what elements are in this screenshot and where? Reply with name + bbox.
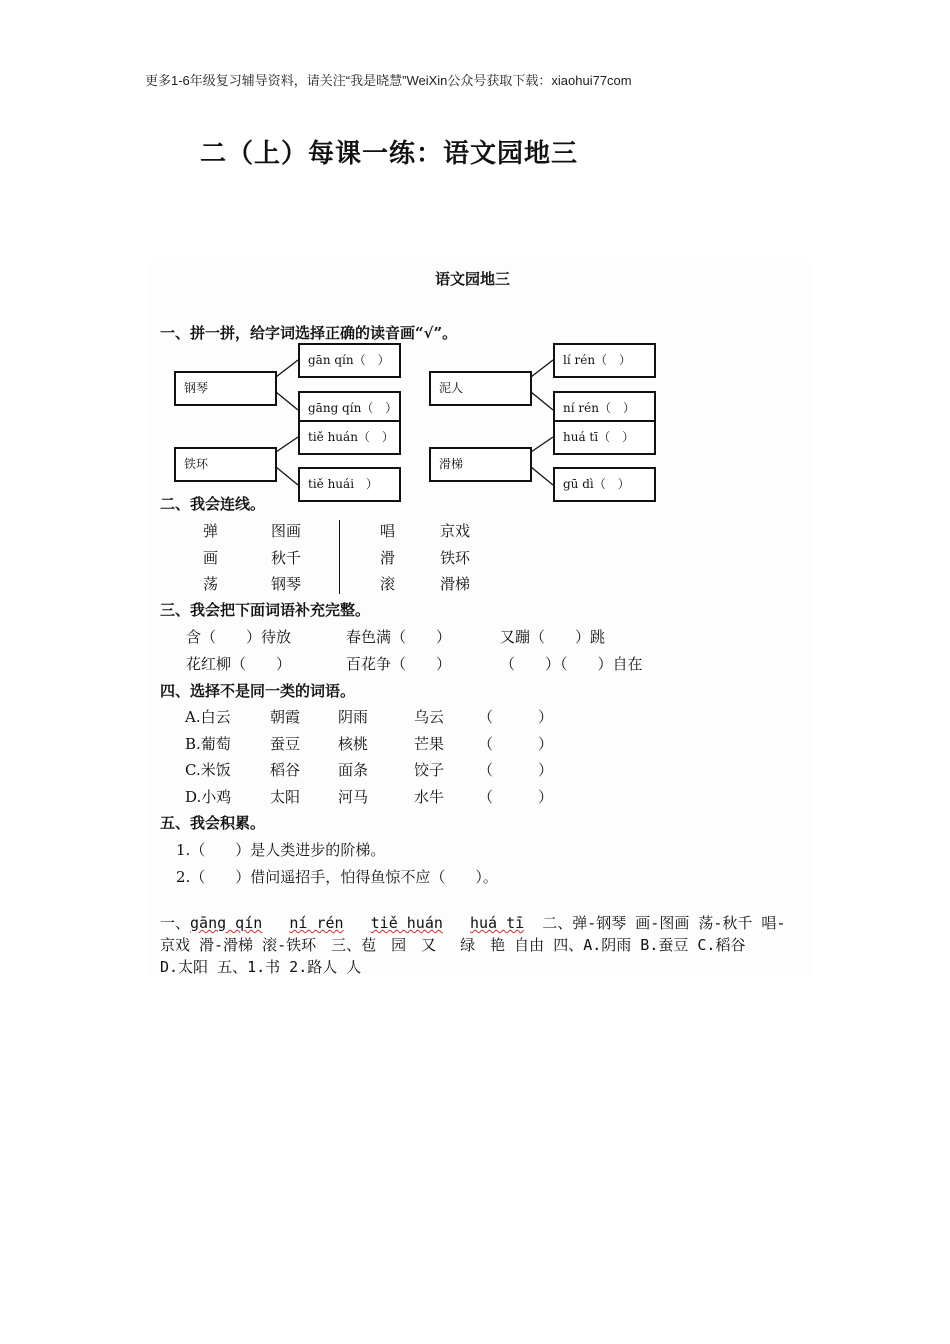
option-word: 面条 [338, 761, 369, 779]
match-right-word: 滑梯 [440, 575, 471, 593]
fill-in-item: 1.（ ）是人类进步的阶梯。 [176, 841, 386, 859]
answer-blank: （ ） [478, 735, 554, 753]
option-word: 阴雨 [338, 708, 369, 726]
answer-pinyin: tiě huán [370, 914, 443, 932]
header-note: 更多1-6年级复习辅导资料，请关注“我是晓慧”WeiXin公众号获取下载：xiaohui77com [145, 73, 632, 88]
answer-key-line-2: 京戏 滑-滑梯 滚-铁环 三、苞 园 又 绿 艳 自由 四、A.阴雨 B.蚕豆 C.稻谷 [160, 936, 746, 954]
word-box-gangqin: 钢琴 [174, 371, 277, 406]
pinyin-option-box: tiě huái ） [298, 467, 401, 502]
option-label: C.米饭 [185, 761, 231, 779]
match-right-char: 滚 [380, 575, 396, 593]
idiom-blank: 又蹦（ ）跳 [500, 628, 606, 646]
answer-pinyin: ní rén [289, 914, 344, 932]
word-box-tiehuan: 铁环 [174, 447, 277, 482]
option-label: A.白云 [185, 708, 231, 726]
match-right-char: 唱 [380, 522, 396, 540]
answer-blank: （ ） [478, 708, 554, 726]
section-2-heading: 二、我会连线。 [160, 495, 266, 513]
match-right-word: 铁环 [440, 549, 471, 567]
match-left-char: 画 [203, 549, 219, 567]
pinyin-option-box: tiě huán（ ） [298, 420, 401, 455]
pinyin-option-box: gū dì（ ） [553, 467, 656, 502]
pinyin-option-box: huá tī（ ） [553, 420, 656, 455]
section-3-heading: 三、我会把下面词语补充完整。 [160, 601, 371, 619]
pinyin-option-box: gān qín（ ） [298, 343, 401, 378]
match-left-word: 图画 [271, 522, 302, 540]
answer-pinyin: huá tī [469, 914, 525, 932]
document-title: 二（上）每课一练：语文园地三 [200, 139, 579, 169]
match-right-word: 京戏 [440, 522, 471, 540]
match-left-char: 荡 [203, 575, 219, 593]
section-4-heading: 四、选择不是同一类的词语。 [160, 682, 356, 700]
option-word: 芒果 [414, 735, 445, 753]
option-label: D.小鸡 [185, 788, 232, 806]
section-1-heading: 一、拼一拼，给字词选择正确的读音画“√”。 [160, 324, 458, 342]
option-word: 水牛 [414, 788, 445, 806]
pinyin-option-box: lí rén（ ） [553, 343, 656, 378]
worksheet-title: 语文园地三 [435, 270, 511, 288]
option-word: 太阳 [270, 788, 301, 806]
column-divider [339, 520, 340, 594]
idiom-blank: 百花争（ ） [346, 655, 452, 673]
option-word: 核桃 [338, 735, 369, 753]
option-word: 河马 [338, 788, 369, 806]
option-word: 蚕豆 [270, 735, 301, 753]
answer-blank: （ ） [478, 788, 554, 806]
match-left-word: 秋千 [271, 549, 302, 567]
option-label: B.葡萄 [185, 735, 231, 753]
answer-prefix: 一、 [160, 914, 191, 932]
option-word: 饺子 [414, 761, 445, 779]
pinyin-option-box: gāng qín（ ） [298, 391, 401, 426]
option-word: 乌云 [414, 708, 445, 726]
answer-key-line-1 [160, 912, 785, 933]
match-left-char: 弹 [203, 522, 219, 540]
pinyin-option-box: ní rén（ ） [553, 391, 656, 426]
option-word: 稻谷 [270, 761, 301, 779]
answer-blank: （ ） [478, 761, 554, 779]
word-box-niren: 泥人 [429, 371, 532, 406]
word-box-huati: 滑梯 [429, 447, 532, 482]
idiom-blank: 春色满（ ） [346, 628, 452, 646]
match-right-char: 滑 [380, 549, 396, 567]
idiom-blank: 花红柳（ ） [186, 655, 292, 673]
idiom-blank: （ ）（ ）自在 [500, 655, 643, 673]
section-5-heading: 五、我会积累。 [160, 814, 266, 832]
match-left-word: 钢琴 [271, 575, 302, 593]
answer-rest: 二、弹-钢琴 画-图画 荡-秋千 唱- [542, 914, 786, 932]
idiom-blank: 含（ ）待放 [186, 628, 292, 646]
answer-key-line-3: D.太阳 五、1.书 2.路人 人 [160, 958, 362, 976]
fill-in-item: 2.（ ）借问遥招手，怕得鱼惊不应（ ）。 [176, 868, 498, 886]
answer-pinyin: gāng qín [190, 914, 263, 932]
option-word: 朝霞 [270, 708, 301, 726]
